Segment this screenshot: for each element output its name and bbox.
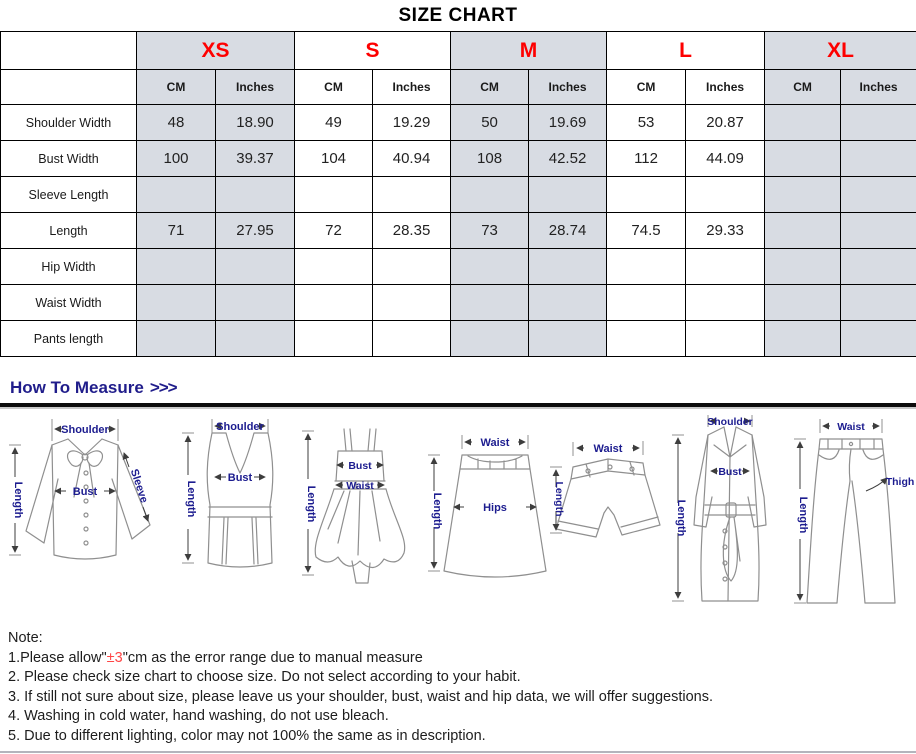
triple-chevron-icon: >>> [150, 378, 177, 397]
value-cell [765, 177, 841, 213]
dress-diagram [298, 425, 422, 597]
value-cell [216, 177, 295, 213]
how-to-measure-diagrams [0, 409, 916, 619]
table-row [1, 141, 916, 177]
value-cell [137, 249, 216, 285]
value-cell: 50 [451, 105, 529, 141]
blouse-length-label: Length [12, 482, 24, 519]
coat-shoulder-label: Shoulder [707, 416, 753, 428]
value-cell [765, 249, 841, 285]
pants-diagram [790, 417, 916, 615]
value-cell [529, 285, 607, 321]
value-cell [373, 177, 451, 213]
size-header-row [1, 32, 916, 70]
value-cell: 40.94 [373, 141, 451, 177]
value-cell: 29.33 [686, 213, 765, 249]
row-label: Pants length [1, 321, 137, 357]
size-col-header-xs: XS [137, 32, 295, 70]
blouse-sleeve-label: Sleeve [128, 468, 150, 505]
tank-length-label: Length [185, 481, 197, 518]
value-cell [373, 285, 451, 321]
value-cell [137, 285, 216, 321]
value-cell [841, 321, 916, 357]
size-col-header-xl: XL [765, 32, 916, 70]
size-col-header-m: M [451, 32, 607, 70]
table-row [1, 249, 916, 285]
value-cell: 104 [295, 141, 373, 177]
value-cell [295, 321, 373, 357]
blouse-shoulder-label: Shoulder [61, 424, 109, 436]
value-cell [295, 285, 373, 321]
note-1-tolerance: ±3 [107, 650, 123, 666]
corner-cell [1, 70, 137, 105]
coat-length-label: Length [675, 500, 687, 537]
blouse-bust-label: Bust [73, 486, 98, 498]
value-cell: 74.5 [607, 213, 686, 249]
value-cell [765, 141, 841, 177]
note-line-1 [8, 649, 916, 669]
note-line-4: 4. Washing in cold water, hand washing, do not use bleach. [8, 707, 916, 727]
value-cell: 19.29 [373, 105, 451, 141]
value-cell [841, 213, 916, 249]
value-cell [607, 285, 686, 321]
row-label: Waist Width [1, 285, 137, 321]
value-cell [529, 249, 607, 285]
unit-header: CM [137, 70, 216, 105]
value-cell [686, 321, 765, 357]
value-cell [295, 249, 373, 285]
value-cell: 42.52 [529, 141, 607, 177]
page-bottom-rule [0, 751, 916, 753]
value-cell [373, 321, 451, 357]
note-line-5: 5. Due to different lighting, color may not 100% the same as in description. [8, 727, 916, 747]
value-cell: 108 [451, 141, 529, 177]
value-cell [451, 249, 529, 285]
pants-thigh-label: Thigh [886, 476, 915, 488]
value-cell [607, 177, 686, 213]
page-title: SIZE CHART [0, 5, 916, 27]
value-cell [765, 213, 841, 249]
size-table [0, 31, 916, 357]
value-cell: 112 [607, 141, 686, 177]
value-cell: 53 [607, 105, 686, 141]
table-row [1, 105, 916, 141]
shorts-waist-label: Waist [594, 443, 623, 455]
unit-header: Inches [373, 70, 451, 105]
value-cell [373, 249, 451, 285]
pants-waist-label: Waist [837, 421, 865, 433]
value-cell [607, 249, 686, 285]
value-cell [137, 177, 216, 213]
dress-bust-label: Bust [348, 460, 372, 472]
row-label: Hip Width [1, 249, 137, 285]
value-cell [216, 249, 295, 285]
table-row [1, 321, 916, 357]
coat-diagram [668, 413, 794, 613]
unit-header: Inches [841, 70, 916, 105]
value-cell [607, 321, 686, 357]
unit-header: Inches [529, 70, 607, 105]
skirt-diagram [424, 433, 566, 593]
value-cell [216, 285, 295, 321]
value-cell: 44.09 [686, 141, 765, 177]
note-line-3: 3. If still not sure about size, please leave us your shoulder, bust, waist and hip data, we will offer suggestions. [8, 688, 916, 708]
value-cell: 72 [295, 213, 373, 249]
value-cell: 49 [295, 105, 373, 141]
value-cell [841, 285, 916, 321]
value-cell [451, 321, 529, 357]
value-cell [841, 177, 916, 213]
skirt-hips-label: Hips [483, 502, 507, 514]
value-cell: 19.69 [529, 105, 607, 141]
notes-section [8, 629, 916, 746]
skirt-length-label: Length [431, 493, 443, 530]
value-cell [765, 105, 841, 141]
value-cell: 71 [137, 213, 216, 249]
row-label: Bust Width [1, 141, 137, 177]
value-cell: 27.95 [216, 213, 295, 249]
corner-cell [1, 32, 137, 70]
row-label: Length [1, 213, 137, 249]
pants-length-label: Length [797, 497, 809, 534]
unit-header: CM [607, 70, 686, 105]
value-cell [765, 321, 841, 357]
value-cell [841, 105, 916, 141]
unit-header-row [1, 70, 916, 105]
value-cell: 18.90 [216, 105, 295, 141]
blouse-diagram [4, 415, 176, 587]
table-row [1, 285, 916, 321]
value-cell [841, 141, 916, 177]
value-cell [451, 285, 529, 321]
value-cell [841, 249, 916, 285]
note-line-2: 2. Please check size chart to choose size. Do not select according to your habit. [8, 668, 916, 688]
value-cell [216, 321, 295, 357]
note-1-prefix: 1.Please allow" [8, 650, 107, 666]
value-cell: 20.87 [686, 105, 765, 141]
shorts-diagram [546, 437, 670, 577]
unit-header: CM [295, 70, 373, 105]
value-cell [295, 177, 373, 213]
unit-header: Inches [216, 70, 295, 105]
value-cell [451, 177, 529, 213]
value-cell: 28.35 [373, 213, 451, 249]
value-cell [765, 285, 841, 321]
notes-heading: Note: [8, 629, 916, 649]
dress-waist-label: Waist [346, 480, 374, 492]
note-1-suffix: "cm as the error range due to manual measure [123, 650, 423, 666]
table-row [1, 213, 916, 249]
value-cell: 28.74 [529, 213, 607, 249]
table-row [1, 177, 916, 213]
skirt-waist-label: Waist [481, 437, 510, 449]
tank-top-diagram [178, 417, 296, 585]
unit-header: CM [765, 70, 841, 105]
size-col-header-l: L [607, 32, 765, 70]
value-cell [686, 177, 765, 213]
value-cell [686, 249, 765, 285]
row-label: Sleeve Length [1, 177, 137, 213]
value-cell: 73 [451, 213, 529, 249]
measure-heading-text: How To Measure [10, 378, 144, 397]
value-cell [529, 177, 607, 213]
coat-bust-label: Bust [718, 466, 742, 478]
value-cell [137, 321, 216, 357]
row-label: Shoulder Width [1, 105, 137, 141]
tank-shoulder-label: Shoulder [216, 421, 264, 433]
value-cell: 48 [137, 105, 216, 141]
value-cell: 100 [137, 141, 216, 177]
dress-length-label: Length [305, 486, 317, 523]
size-col-header-s: S [295, 32, 451, 70]
shorts-length-label: Length [553, 482, 565, 517]
tank-bust-label: Bust [228, 472, 253, 484]
unit-header: Inches [686, 70, 765, 105]
value-cell [686, 285, 765, 321]
value-cell [529, 321, 607, 357]
measure-heading [10, 378, 916, 398]
value-cell: 39.37 [216, 141, 295, 177]
unit-header: CM [451, 70, 529, 105]
